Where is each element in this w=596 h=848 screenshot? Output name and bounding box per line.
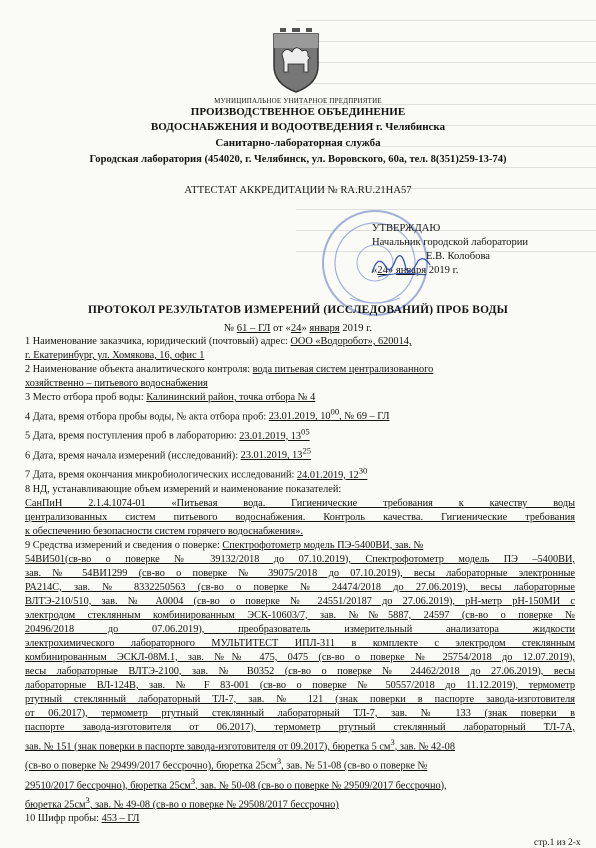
item-4: 4 Дата, время отбора пробы воды, № акта отбора проб: 23.01.2019, $10^{00}$, № 69 – ГЛ xyxy=(25,407,390,423)
item-10: 10 Шифр пробы: 453 – ГЛ xyxy=(25,813,140,825)
item-9-line-8: электрохимического лабораторного МУЛЬТИТЕСТ ИПЛ-311 в комплекте с электродом стеклянным xyxy=(25,637,575,649)
item-6: 6 Дата, время начала измерений (исследований): 23.01.2019, $13^{25}$ xyxy=(25,445,312,462)
org-line-2: ПРОИЗВОДСТВЕННОЕ ОБЪЕДИНЕНИЕ xyxy=(190,106,406,118)
item-1-cont: г. Екатеринбург, ул. Хомякова, 16, офис 1 xyxy=(25,350,205,361)
item-8-line-2: централизованных систем питьевого водоснабжения. Контроль качества. Гигиенические требования xyxy=(25,511,575,523)
signature-icon xyxy=(368,247,432,283)
item-9-line-6: электродом стеклянным комбинированным ЭСК-10603/7, зав. №№5887, 24597 (св-во о поверке № xyxy=(25,609,575,621)
item-5: 5 Дата, время поступления проб в лабораторию: 23.01.2019, $13^{05}$ xyxy=(25,426,310,442)
item-9-line-14: паспорте завода-изготовителя от 06.2017), термометр ртутный стеклянный лабораторный ТЛ-7А, xyxy=(25,721,575,733)
item-7: 7 Дата, время окончания микробиологических исследований: 24.01.2019, $12^{30}$ xyxy=(25,465,368,481)
org-line-4: Санитарно-лабораторная служба xyxy=(215,137,381,149)
item-9-line-11: лабораторные ВЛ-124В, зав. № F 83-001 (св-во о поверке № 50557/2018 до 11.12.2019), термометр xyxy=(25,679,575,691)
item-3: 3 Место отбора проб воды: Калининский район, точка отбора № 4 xyxy=(25,392,316,403)
item-9-line-9: комбинированным ЭСКЛ-08М.1, зав. №№ 475, 0475 (св-во о поверке № 25754/2018 до 12.07.2019), xyxy=(25,651,575,663)
item-9-line-5: ВЛТЭ-210/510, зав. № А0004 (св-во о поверке № 24551/20187 до 27.06.2019), рН-метр рН-150МИ с xyxy=(25,595,575,607)
item-2-cont: хозяйственно – питьевого водоснабжения xyxy=(25,378,208,389)
protocol-body xyxy=(25,335,575,826)
approval-date: «24» января 2019 г. xyxy=(372,265,459,276)
document-number: № 61 – ГЛ от «24» января 2019 г. xyxy=(224,323,372,334)
item-9-line-12: ртутный стеклянный лабораторный ТЛ-7, зав. № 121 (знак поверки в паспорте завода-изготовителя xyxy=(25,693,575,705)
item-9-line-2: 54ВИ501(св-во о поверке № 39132/2018 до 07.10.2019), Спектрофотометр модель ПЭ –5400ВИ, xyxy=(25,553,575,565)
approval-name: Е.В. Колобова xyxy=(426,251,491,262)
item-9-line-3: зав. № 54ВИ1299 (св-во о поверке № 39075/2018 до 07.10.2019), весы лабораторные электронные xyxy=(25,567,575,579)
item-9-line-18: бюретка $25см^3$, зав. № 49-08 (св-во о поверке № 29508/2017 бессрочно) xyxy=(25,794,339,811)
org-line-3: ВОДОСНАБЖЕНИЯ И ВОДООТВЕДЕНИЯ г. Челябинска xyxy=(150,121,446,133)
item-9-line-13: от 06.2017), термометр ртутный стеклянный лабораторный ТЛ-7, зав. № 133 (знак поверки в xyxy=(25,707,575,719)
approval-position: Начальник городской лаборатории xyxy=(372,237,529,248)
item-9-line-10: весы лабораторные ВЛТЭ-2100, зав. № В0352 (св-во о поверке № 24462/2018 до 27.06.2019), весы xyxy=(25,665,575,677)
item-8-line-1: СанПиН 2.1.4.1074-01 «Питьевая вода. Гигиенические требования к качеству воды xyxy=(25,497,575,509)
org-line-1: МУНИЦИПАЛЬНОЕ УНИТАРНОЕ ПРЕДПРИЯТИЕ xyxy=(214,97,382,105)
item-1: 1 Наименование заказчика, юридический (почтовый) адрес: ООО «Водоробот», 620014, xyxy=(25,336,412,347)
document-title: ПРОТОКОЛ РЕЗУЛЬТАТОВ ИЗМЕРЕНИЙ (ИССЛЕДОВАНИЙ) ПРОБ ВОДЫ xyxy=(87,304,508,316)
city-emblem-icon xyxy=(266,24,326,94)
item-9-line-16: (св-во о поверке № 29499/2017 бессрочно), бюретка $25см^3$, зав. № 51-08 (св-во о поверке № xyxy=(25,756,428,772)
item-9-line-4: РА214С, зав. № 8332250563 (св-во о поверке № 24474/2018 до 27.06.2019), весы лабораторные xyxy=(25,581,575,593)
org-line-5: Городская лаборатория (454020, г. Челябинск, ул. Воровского, 60а, тел. 8(351)259-13-74) xyxy=(89,154,507,165)
accreditation-line: АТТЕСТАТ АККРЕДИТАЦИИ № RA.RU.21НА57 xyxy=(184,185,412,196)
item-9-line-7: 20496/2018 до 07.06.2019), преобразователь измерительный анализатора жидкости xyxy=(25,623,575,635)
page-number: стр.1 из 2-х xyxy=(534,838,581,848)
item-8-line-3: к обеспечению безопасности систем горячего водоснабжения». xyxy=(25,525,303,537)
item-9-line-17: 29510/2017 бессрочно), бюретка $25см^3$, зав. № 50-08 (св-во о поверке № 29509/2017 бессрочно), xyxy=(25,775,447,791)
item-9: 9 Средства измерений и сведения о поверке: Спектрофотометр модель ПЭ-5400ВИ, зав. № xyxy=(25,539,424,551)
item-8: 8 НД, устанавливающие объем измерений и наименование показателей: xyxy=(25,483,342,495)
item-2: 2 Наименование объекта аналитического контроля: вода питьевая систем централизованного xyxy=(25,364,434,375)
item-9-line-15: зав. № 151 (знак поверки в паспорте завода-изготовителя от 09.2017), бюретка 5 $см^3$, зав. № 42-08 xyxy=(25,736,455,753)
approval-label: УТВЕРЖДАЮ xyxy=(372,223,441,234)
